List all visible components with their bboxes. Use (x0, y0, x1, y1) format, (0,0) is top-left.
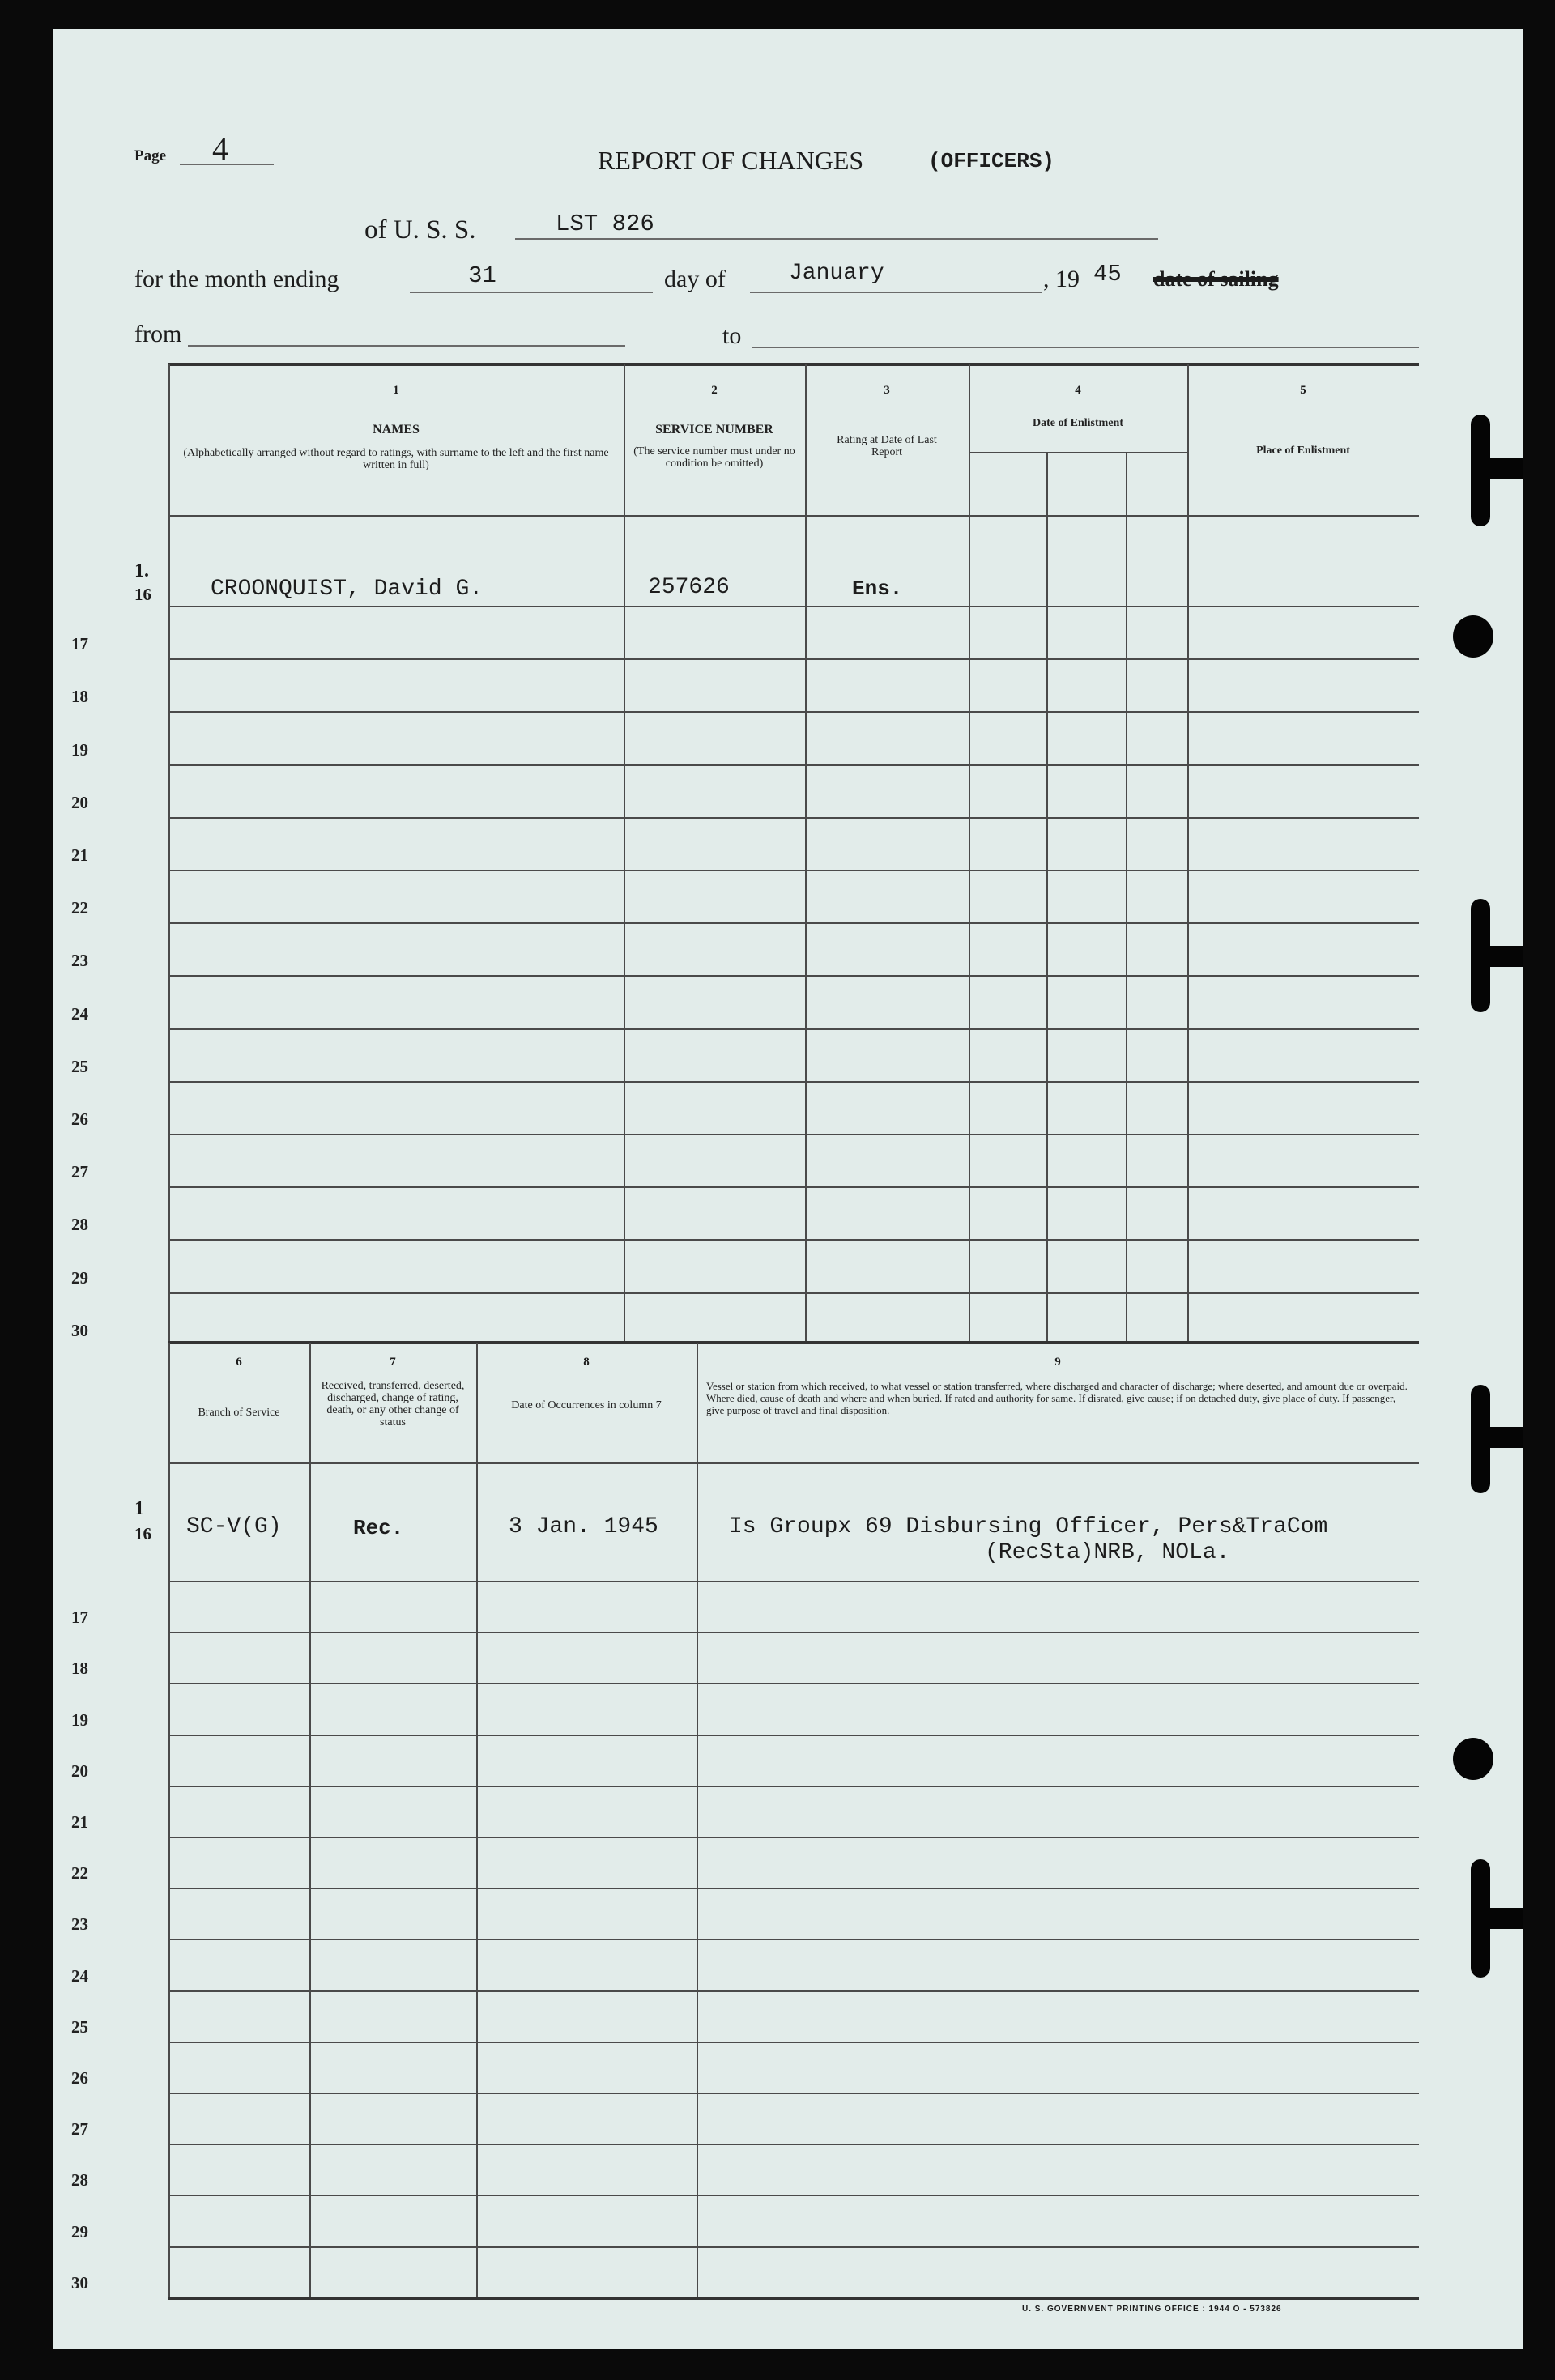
col-header-branch: Branch of Service (198, 1407, 280, 1419)
binder-hole-tab (1490, 1427, 1523, 1448)
row-number: 21 (71, 1812, 88, 1832)
row-number: 20 (71, 1761, 88, 1781)
form-title-suffix: (OFFICERS) (928, 149, 1055, 173)
row-number: 19 (71, 1709, 88, 1730)
year-prefix: , 19 (1043, 266, 1080, 292)
col-header-rating: Rating at Date of Last Report (837, 434, 937, 458)
row-number: 19 (71, 739, 88, 760)
row-number: 17 (71, 634, 88, 654)
binder-hole-round (1453, 1738, 1493, 1780)
date-of-occurrence: 3 Jan. 1945 (509, 1514, 658, 1539)
binder-hole-tab (1490, 458, 1523, 479)
row-number: 30 (71, 2272, 88, 2293)
row-number: 22 (71, 898, 88, 918)
col-header-vessel-station: Vessel or station from which received, to what vessel or station transferred, where discharged and character of discharge; where deserted, and amount due or overpaid. Where died, cause of death and where and when buried. If rated and authority for same. If disrated, give cause; if on detached duty, give place of duty. If passenger, give purpose of travel and final disposition. (706, 1380, 1408, 1416)
station-details-line1: Is Groupx 69 Disbursing Officer, Pers&TraCom (729, 1514, 1328, 1539)
row-number: 27 (71, 2119, 88, 2139)
lower-row-1-typed-number: 1 (134, 1498, 144, 1519)
from-label: from (134, 321, 182, 347)
col-num-5: 5 (1300, 384, 1306, 397)
col-header-names: NAMES (373, 423, 420, 436)
binder-hole-tab (1490, 1908, 1523, 1929)
month-day: 31 (468, 262, 496, 289)
col-num-6: 6 (236, 1356, 242, 1369)
binder-hole-round (1453, 615, 1493, 658)
uss-value: LST 826 (556, 211, 654, 237)
row-number: 24 (71, 1965, 88, 1986)
page-label: Page (134, 147, 167, 164)
lower-row-16-number: 16 (134, 1524, 151, 1543)
row-number: 26 (71, 2068, 88, 2088)
row-number: 24 (71, 1003, 88, 1024)
month-value: January (789, 261, 884, 286)
row-number: 28 (71, 1215, 88, 1235)
row-number: 27 (71, 1162, 88, 1182)
year-value: 45 (1093, 261, 1122, 287)
station-details-line2: (RecSta)NRB, NOLa. (985, 1540, 1230, 1565)
row-number: 23 (71, 1914, 88, 1935)
change-of-status: Rec. (353, 1516, 404, 1540)
row-number: 28 (71, 2170, 88, 2191)
row-16-number: 16 (134, 585, 151, 604)
printing-office-footer: U. S. GOVERNMENT PRINTING OFFICE : 1944 O - 573826 (1022, 2305, 1282, 2314)
struck-date-of-sailing: date of sailing (1153, 267, 1279, 291)
officer-name: CROONQUIST, David G. (211, 577, 484, 602)
col-num-8: 8 (583, 1356, 590, 1369)
row-number: 18 (71, 687, 88, 707)
row-number: 29 (71, 1267, 88, 1288)
col-num-4: 4 (1075, 384, 1081, 397)
form-sheet (53, 29, 1523, 2349)
to-label: to (722, 322, 742, 349)
col-note-service-number: (The service number must under no condition be omitted) (633, 445, 795, 470)
binder-hole-clip (1471, 1385, 1490, 1493)
row-1-typed-number: 1. (134, 560, 149, 581)
row-number: 22 (71, 1863, 88, 1884)
col-num-7: 7 (390, 1356, 396, 1369)
form-title: REPORT OF CHANGES (598, 146, 864, 175)
col-num-3: 3 (884, 384, 890, 397)
row-number: 21 (71, 845, 88, 865)
row-number: 26 (71, 1109, 88, 1129)
col-header-date-occurrence: Date of Occurrences in column 7 (511, 1399, 662, 1411)
col-header-date-enlistment: Date of Enlistment (1033, 417, 1123, 429)
row-number: 30 (71, 1320, 88, 1340)
col-num-2: 2 (711, 384, 718, 397)
col-header-status: Received, transferred, deserted, discharged, change of rating, death, or any other change of status (321, 1380, 465, 1428)
month-label: for the month ending (134, 266, 339, 292)
row-number: 20 (71, 792, 88, 812)
col-header-place-enlistment: Place of Enlistment (1256, 445, 1350, 457)
row-number: 18 (71, 1658, 88, 1679)
branch-of-service: SC-V(G) (186, 1514, 282, 1539)
col-note-names: (Alphabetically arranged without regard to ratings, with surname to the left and the first name written in full) (183, 447, 609, 471)
page-number: 4 (212, 130, 228, 167)
binder-hole-clip (1471, 1859, 1490, 1978)
officer-rating: Ens. (852, 577, 903, 601)
row-number: 25 (71, 1056, 88, 1076)
row-number: 23 (71, 951, 88, 971)
col-header-service-number: SERVICE NUMBER (655, 423, 773, 436)
uss-label: of U. S. S. (364, 215, 476, 245)
binder-hole-tab (1490, 946, 1523, 967)
row-number: 29 (71, 2221, 88, 2242)
binder-hole-clip (1471, 415, 1490, 526)
officer-service-number: 257626 (648, 575, 730, 600)
col-num-1: 1 (393, 384, 399, 397)
day-of-label: day of (664, 266, 726, 292)
col-num-9: 9 (1054, 1356, 1061, 1369)
binder-hole-clip (1471, 899, 1490, 1012)
row-number: 17 (71, 1607, 88, 1628)
row-number: 25 (71, 2016, 88, 2037)
